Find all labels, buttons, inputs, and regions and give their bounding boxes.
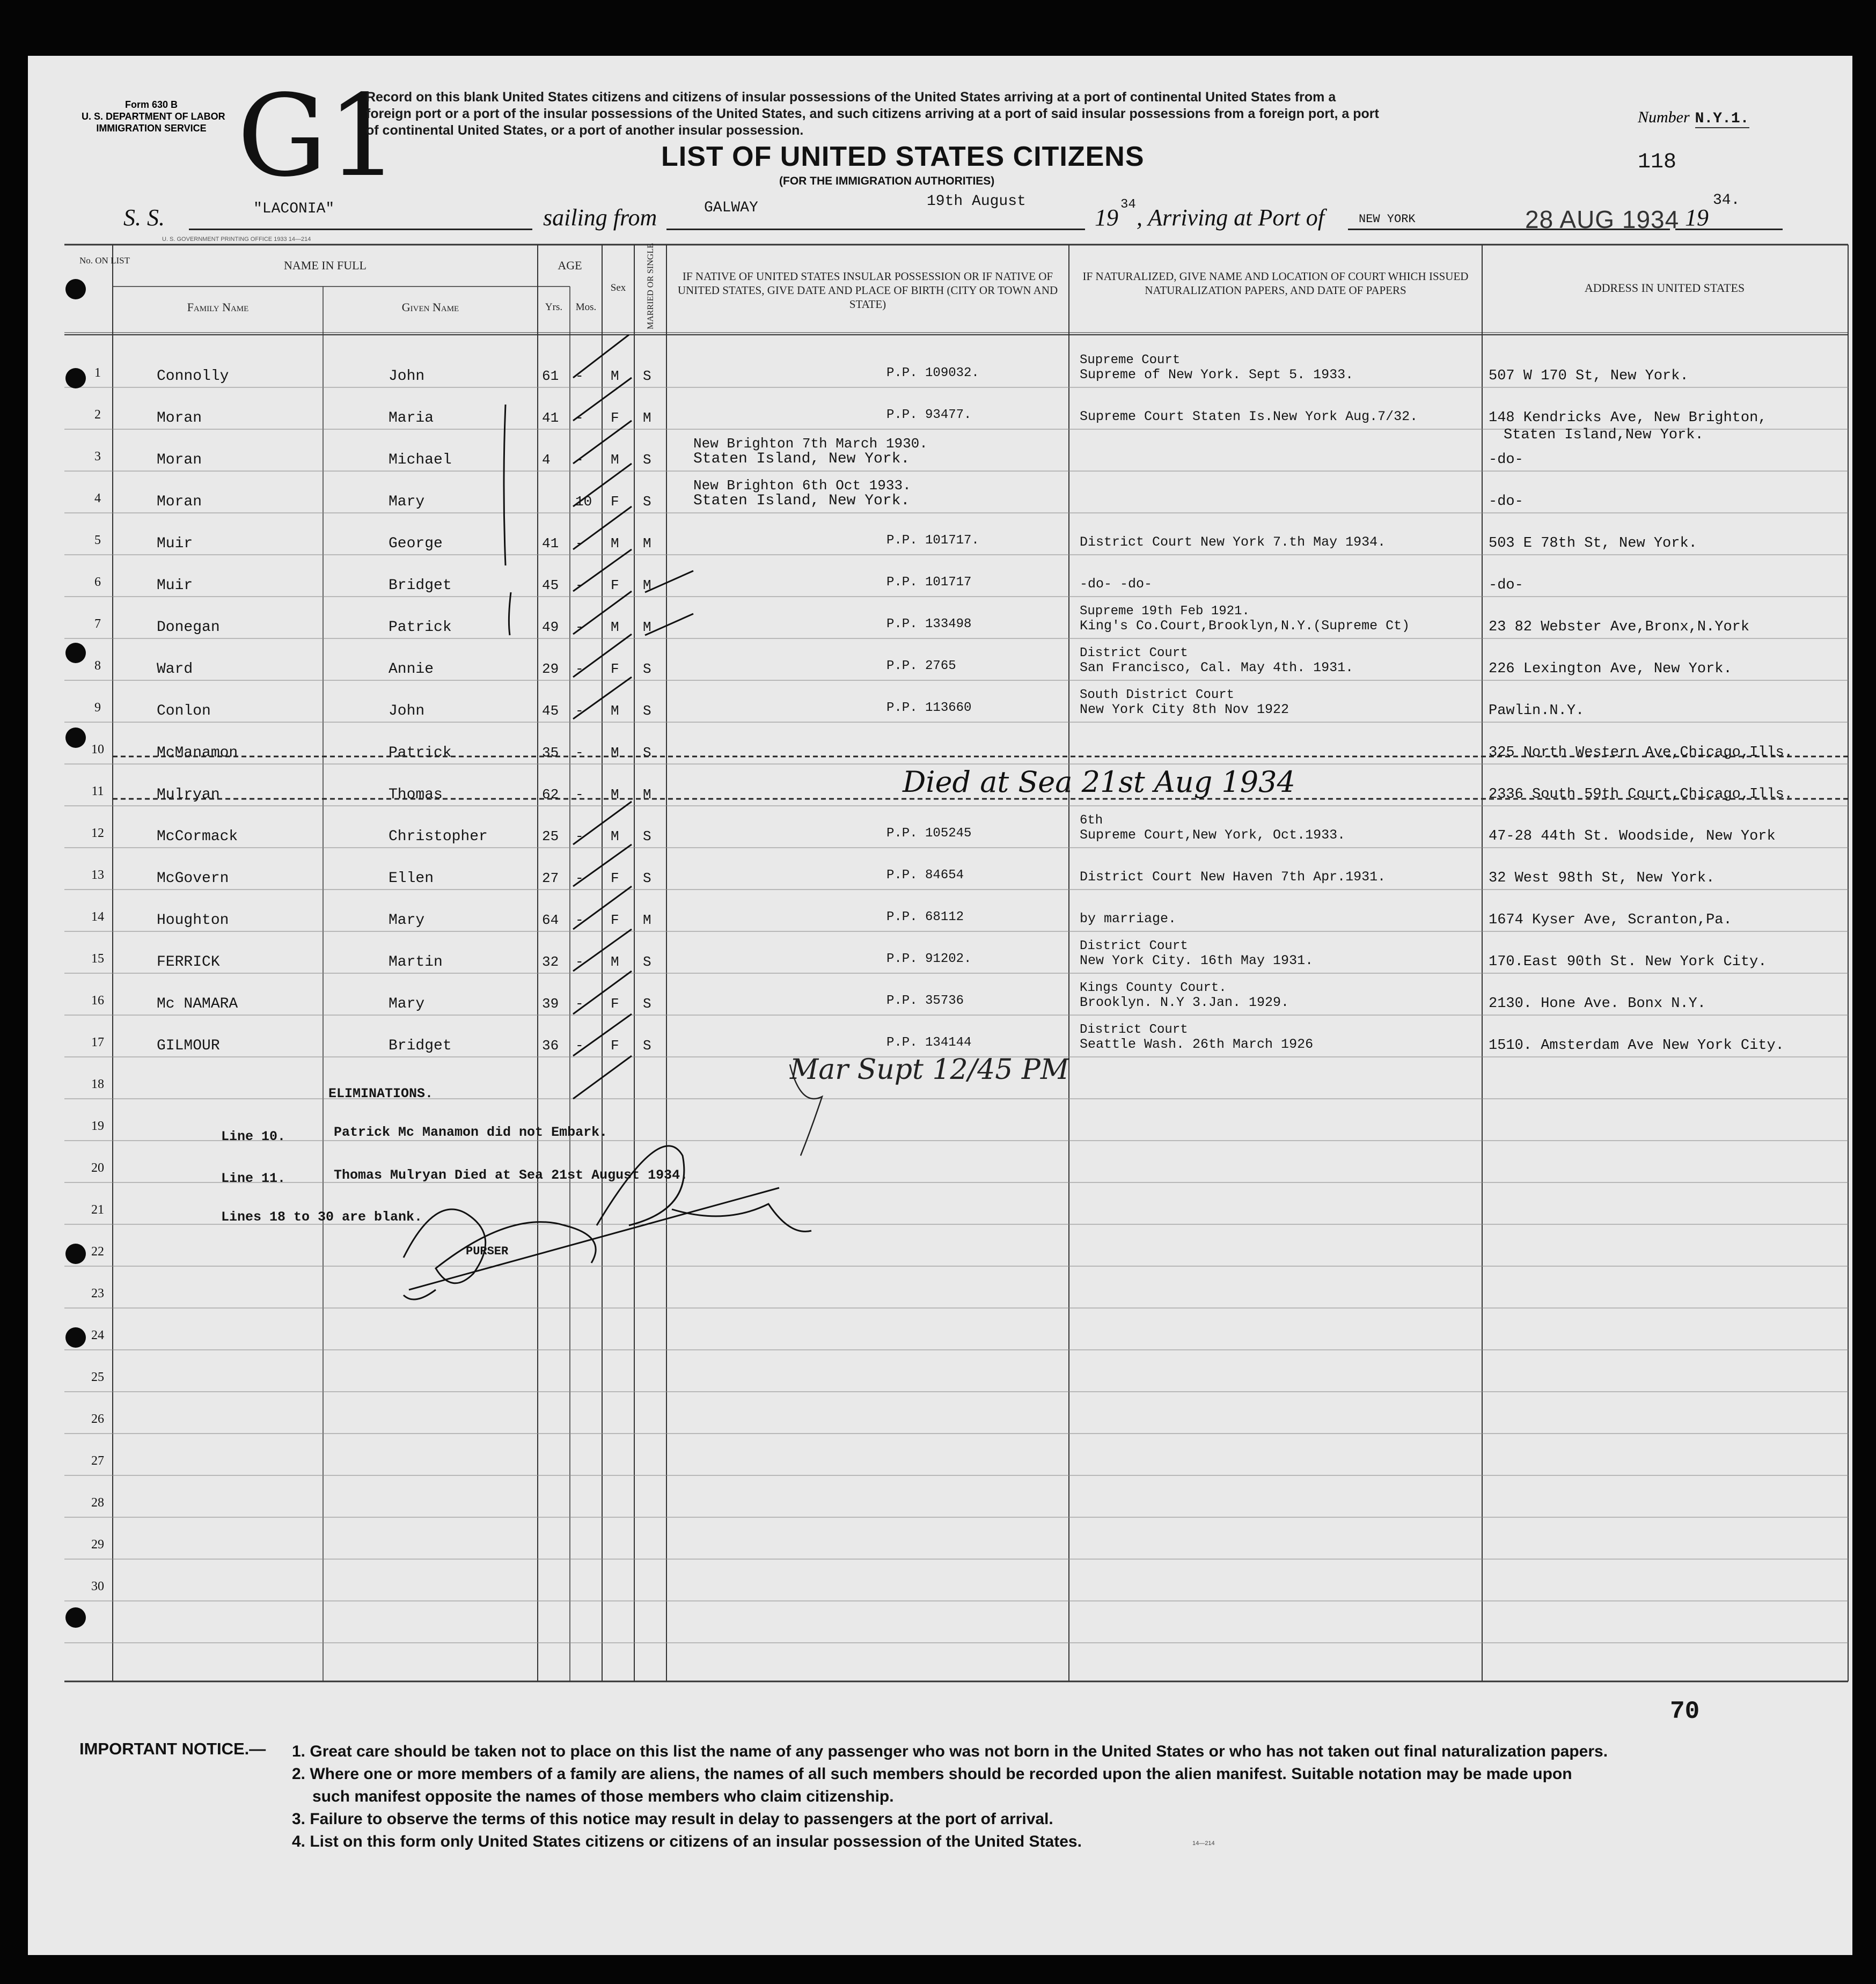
given-name-cell: Mary: [389, 996, 425, 1012]
birth-cell: P.P. 2765: [886, 659, 956, 673]
line-number: 4: [94, 491, 101, 505]
address-cell: 226 Lexington Ave, New York.: [1489, 661, 1732, 677]
sail-year: 34: [1120, 197, 1136, 212]
naturalization-court-cell: -do- -do-: [1080, 576, 1153, 592]
court-heading-cell: 6th: [1080, 813, 1103, 828]
line-number: 17: [91, 1035, 104, 1049]
punch-hole: [65, 1327, 86, 1348]
birth-cell: P.P. 93477.: [886, 408, 972, 422]
family-name-cell: McGovern: [157, 870, 229, 887]
line-number: 22: [91, 1245, 104, 1259]
line-number: 27: [91, 1454, 104, 1468]
address-cell: -do-: [1489, 494, 1523, 510]
died-at-sea-note: Died at Sea 21st Aug 1934: [903, 765, 1295, 799]
instruction-line: foreign port or a port of the insular possessions of the United States, and such citizens arriving at a port of said insular possessions from a foreign port, a port: [366, 106, 1379, 121]
age-years-cell: 4: [542, 452, 551, 468]
sex-cell: M: [611, 619, 619, 635]
family-name-cell: Donegan: [157, 619, 220, 636]
line-number: 26: [91, 1412, 104, 1426]
marital-status-cell: S: [643, 661, 651, 677]
naturalization-court-cell: Seattle Wash. 26th March 1926: [1080, 1037, 1314, 1052]
line-number: 19: [91, 1119, 104, 1133]
marital-status-cell: S: [643, 870, 651, 886]
arriving-label: , Arriving at Port of: [1137, 204, 1324, 231]
birth-cell: P.P. 133498: [886, 617, 972, 631]
age-months-cell: 10: [575, 494, 592, 510]
age-months-cell: -: [575, 410, 584, 426]
age-years-cell: 35: [542, 745, 559, 761]
sex-cell: M: [611, 954, 619, 970]
arrival-stamp: 28 AUG 1934: [1525, 205, 1680, 233]
birth-header: IF NATIVE OF UNITED STATES INSULAR POSSESSION OR IF NATIVE OF UNITED STATES, GIVE DATE AND PLACE OF BIRTH (CITY OR TOWN AND STATE): [677, 270, 1058, 311]
line-number: 10: [91, 743, 104, 756]
family-name-cell: Mulryan: [157, 787, 220, 803]
court-heading-cell: District Court: [1080, 1023, 1188, 1037]
page-number: 118: [1638, 150, 1677, 174]
elim-blank-lines: Lines 18 to 30 are blank.: [221, 1209, 423, 1225]
age-months-cell: -: [575, 703, 584, 719]
age-months-cell: -: [575, 535, 584, 552]
given-name-cell: Christopher: [389, 828, 488, 845]
family-name-cell: Muir: [157, 535, 193, 552]
line-number: 6: [94, 575, 101, 589]
line-number: 30: [91, 1579, 104, 1593]
marital-status-cell: S: [643, 954, 651, 970]
naturalization-court-cell: District Court New York 7.th May 1934.: [1080, 534, 1386, 550]
age-months-cell: -: [575, 745, 584, 761]
notice-heading: IMPORTANT NOTICE.—: [79, 1739, 266, 1758]
birth-cell: P.P. 105245: [886, 826, 972, 841]
age-years-cell: 49: [542, 619, 559, 635]
naturalization-court-cell: Brooklyn. N.Y 3.Jan. 1929.: [1080, 995, 1289, 1010]
given-name-cell: John: [389, 368, 425, 385]
birth-cell: P.P. 109032.: [886, 366, 979, 380]
naturalization-court-cell: San Francisco, Cal. May 4th. 1931.: [1080, 660, 1354, 675]
port-to: NEW YORK: [1359, 212, 1416, 226]
line-number: 15: [91, 952, 104, 966]
name-in-full-header: NAME IN FULL: [284, 259, 367, 272]
court-heading-cell: District Court: [1080, 939, 1188, 953]
line-number: 5: [94, 533, 101, 547]
punch-hole: [65, 1607, 86, 1628]
line-number: 1: [94, 366, 101, 380]
given-name-cell: Michael: [389, 452, 452, 468]
given-name-cell: Mary: [389, 494, 425, 510]
age-years-cell: 27: [542, 870, 559, 886]
punch-hole: [65, 1244, 86, 1264]
no-on-list-header: No. ON LIST: [79, 255, 130, 266]
age-months-cell: -: [575, 870, 584, 886]
yrs-header: Yrs.: [545, 302, 563, 313]
given-name-cell: Martin: [389, 954, 443, 971]
line-number: 14: [91, 910, 104, 924]
sex-cell: M: [611, 535, 619, 552]
family-name-cell: Moran: [157, 494, 202, 510]
elim-label-11: Line 11.: [221, 1171, 286, 1186]
age-months-cell: -: [575, 452, 584, 468]
age-years-cell: 41: [542, 535, 559, 552]
given-name-cell: Annie: [389, 661, 434, 678]
family-name-cell: Mc NAMARA: [157, 996, 238, 1012]
family-name-header: Family Name: [187, 300, 249, 314]
line-number: 28: [91, 1496, 104, 1510]
sex-cell: F: [611, 870, 619, 886]
sex-cell: M: [611, 828, 619, 844]
naturalization-court-cell: Supreme Court Staten Is.New York Aug.7/32.: [1080, 409, 1418, 424]
birth-cell: New Brighton 6th Oct 1933.: [693, 477, 911, 494]
given-name-cell: George: [389, 535, 443, 552]
bottom-number: 70: [1670, 1698, 1700, 1725]
age-years-cell: 45: [542, 703, 559, 719]
address-cell: 148 Kendricks Ave, New Brighton,: [1489, 410, 1767, 426]
married-single-header: MARRIED OR SINGLE: [646, 243, 655, 329]
sex-cell: M: [611, 745, 619, 761]
address-cell: 47-28 44th St. Woodside, New York: [1489, 828, 1776, 844]
age-months-cell: -: [575, 1038, 584, 1054]
given-name-cell: Bridget: [389, 1038, 452, 1054]
age-months-cell: -: [575, 787, 584, 803]
given-name-cell: Ellen: [389, 870, 434, 887]
naturalization-court-cell: King's Co.Court,Brooklyn,N.Y.(Supreme Ct): [1080, 618, 1410, 634]
naturalization-court-cell: Supreme Court,New York, Oct.1933.: [1080, 827, 1346, 843]
punch-hole: [65, 728, 86, 748]
given-name-cell: Bridget: [389, 577, 452, 594]
given-name-cell: Patrick: [389, 619, 452, 636]
line-number: 23: [91, 1287, 104, 1300]
line-number: 2: [94, 408, 101, 422]
line-number: 16: [91, 994, 104, 1008]
instruction-line: Record on this blank United States citizens and citizens of insular possessions of the United States arriving at a port of continental United States from a: [366, 90, 1336, 105]
instruction-line: of continental United States, or a port of another insular possession.: [366, 123, 804, 138]
naturalized-header: IF NATURALIZED, GIVE NAME AND LOCATION OF COURT WHICH ISSUED NATURALIZATION PAPERS, AND DATE OF PAPERS: [1082, 270, 1469, 297]
elim-label-10: Line 10.: [221, 1129, 286, 1144]
age-years-cell: 41: [542, 410, 559, 426]
marital-status-cell: S: [643, 828, 651, 844]
marital-status-cell: S: [643, 703, 651, 719]
court-heading-cell: District Court: [1080, 646, 1188, 660]
code-mark: G1: [237, 70, 399, 202]
birth-cell: P.P. 68112: [886, 910, 964, 924]
line-number: 3: [94, 450, 101, 464]
notice-item-3: 3. Failure to observe the terms of this notice may result in delay to passengers at the port of arrival.: [292, 1810, 1053, 1828]
family-name-cell: Moran: [157, 410, 202, 427]
age-years-cell: 25: [542, 828, 559, 844]
sex-cell: F: [611, 912, 619, 928]
address-cell: 2336 South 59th Court,Chicago,Ills.: [1489, 787, 1793, 803]
sex-cell: F: [611, 1038, 619, 1054]
punch-hole: [65, 368, 86, 388]
form-title: LIST OF UNITED STATES CITIZENS: [661, 141, 1145, 172]
sex-cell: M: [611, 452, 619, 468]
notice-item-4: 4. List on this form only United States citizens or citizens of an insular possession of the United States.: [292, 1833, 1082, 1850]
marital-status-cell: S: [643, 452, 651, 468]
address-cell: Pawlin.N.Y.: [1489, 703, 1585, 719]
family-name-cell: Moran: [157, 452, 202, 468]
address-cell: 1510. Amsterdam Ave New York City.: [1489, 1038, 1784, 1054]
marital-status-cell: M: [643, 787, 651, 803]
sex-cell: F: [611, 661, 619, 677]
elim-text-11: Thomas Mulryan Died at Sea 21st August 1934.: [334, 1167, 688, 1183]
age-years-cell: 62: [542, 787, 559, 803]
age-years-cell: 61: [542, 368, 559, 384]
family-name-cell: Conlon: [157, 703, 211, 719]
marital-status-cell: M: [643, 410, 651, 426]
ss-label: S. S.: [123, 204, 165, 231]
naturalization-court-cell: by marriage.: [1080, 911, 1177, 927]
age-months-cell: -: [575, 996, 584, 1012]
age-months-cell: -: [575, 954, 584, 970]
birth-cell: P.P. 113660: [886, 701, 972, 715]
notice-item-1: 1. Great care should be taken not to place on this list the name of any passenger who was not born in the United States or who has not taken out final naturalization papers.: [292, 1743, 1608, 1760]
address-cell: 1674 Kyser Ave, Scranton,Pa.: [1489, 912, 1732, 928]
number-value: N.Y.1.: [1695, 111, 1749, 127]
age-years-cell: 45: [542, 577, 559, 593]
marital-status-cell: M: [643, 535, 651, 552]
manifest-sheet: [28, 56, 1852, 1955]
marital-status-cell: S: [643, 996, 651, 1012]
address-cell: 23 82 Webster Ave,Bronx,N.York: [1489, 619, 1750, 635]
court-heading-cell: South District Court: [1080, 688, 1235, 702]
birth-cell: New Brighton 7th March 1930.: [693, 436, 928, 452]
line-number: 24: [91, 1328, 104, 1342]
year-prefix: 19: [1095, 204, 1118, 231]
age-months-cell: -: [575, 661, 584, 677]
given-name-cell: Patrick: [389, 745, 452, 761]
marital-status-cell: S: [643, 494, 651, 510]
line-number: 11: [91, 784, 104, 798]
birth-place-cell: Staten Island, New York.: [693, 451, 910, 467]
birth-cell: P.P. 35736: [886, 994, 964, 1008]
given-name-header: Given Name: [401, 300, 459, 314]
line-number: 9: [94, 701, 101, 715]
marital-status-cell: S: [643, 1038, 651, 1054]
line-number: 20: [91, 1161, 104, 1175]
sex-cell: M: [611, 368, 619, 384]
port-from: GALWAY: [704, 200, 758, 216]
family-name-cell: McCormack: [157, 828, 238, 845]
punch-hole: [65, 643, 86, 663]
address-cell: 170.East 90th St. New York City.: [1489, 954, 1767, 970]
birth-cell: P.P. 134144: [886, 1035, 972, 1050]
line-number: 12: [91, 826, 104, 840]
marital-status-cell: M: [643, 619, 651, 635]
form-subtitle: (FOR THE IMMIGRATION AUTHORITIES): [779, 175, 995, 187]
eliminations-title: ELIMINATIONS.: [328, 1086, 434, 1101]
sail-date: 19th August: [927, 193, 1026, 210]
court-heading-cell: Supreme 19th Feb 1921.: [1080, 604, 1250, 619]
naturalization-court-cell: New York City 8th Nov 1922: [1080, 702, 1289, 717]
age-years-cell: 64: [542, 912, 559, 928]
number-label: Number: [1638, 108, 1690, 126]
address-header: ADDRESS IN UNITED STATES: [1584, 281, 1745, 295]
address-cell: 507 W 170 St, New York.: [1489, 368, 1689, 384]
family-name-cell: GILMOUR: [157, 1038, 220, 1054]
marital-status-cell: M: [643, 577, 651, 593]
birth-cell: P.P. 91202.: [886, 952, 972, 966]
sailing-from-label: sailing from: [543, 204, 657, 231]
arrival-year: 34.: [1713, 192, 1740, 209]
line-number: 21: [91, 1203, 104, 1217]
line-number: 25: [91, 1370, 104, 1384]
notice-list: [292, 1740, 1608, 1853]
service: IMMIGRATION SERVICE: [96, 123, 207, 134]
purser-label: PURSER: [466, 1245, 509, 1258]
naturalization-court-cell: Supreme of New York. Sept 5. 1933.: [1080, 367, 1354, 383]
naturalization-court-cell: New York City. 16th May 1931.: [1080, 953, 1314, 968]
line-number: 7: [94, 617, 101, 631]
printer-line: U. S. GOVERNMENT PRINTING OFFICE 1933 14—214: [162, 236, 311, 243]
given-name-cell: John: [389, 703, 425, 719]
sex-cell: F: [611, 577, 619, 593]
age-header: AGE: [558, 259, 582, 272]
family-name-cell: FERRICK: [157, 954, 220, 971]
given-name-cell: Thomas: [389, 787, 443, 803]
punch-hole: [65, 279, 86, 299]
age-years-cell: 36: [542, 1038, 559, 1054]
birth-cell: P.P. 84654: [886, 868, 964, 883]
family-name-cell: Houghton: [157, 912, 229, 929]
age-months-cell: -: [575, 619, 584, 635]
naturalization-court-cell: District Court New Haven 7th Apr.1931.: [1080, 869, 1386, 885]
notice-item-2-cont: such manifest opposite the names of those members who claim citizenship.: [312, 1788, 894, 1805]
bottom-code: 14—214: [1192, 1840, 1215, 1847]
court-heading-cell: Supreme Court: [1080, 353, 1181, 368]
family-name-cell: McManamon: [157, 745, 238, 761]
line-number: 8: [94, 659, 101, 673]
birth-cell: P.P. 101717.: [886, 533, 979, 548]
notice-item-2: 2. Where one or more members of a family are aliens, the names of all such members should be recorded upon the alien manifest. Suitable notation may be made upon: [292, 1765, 1572, 1783]
age-years-cell: 39: [542, 996, 559, 1012]
marital-status-cell: S: [643, 368, 651, 384]
inspector-note: Mar Supt 12/45 PM: [790, 1054, 1069, 1086]
form-number: Form 630 B: [124, 99, 178, 110]
family-name-cell: Muir: [157, 577, 193, 594]
sex-header: Sex: [610, 282, 626, 293]
elim-text-10: Patrick Mc Manamon did not Embark.: [334, 1125, 608, 1140]
address-cell: 32 West 98th St, New York.: [1489, 870, 1715, 886]
ship-name: "LACONIA": [253, 201, 335, 217]
family-name-cell: Connolly: [157, 368, 229, 385]
department: U. S. DEPARTMENT OF LABOR: [82, 111, 225, 122]
age-years-cell: 29: [542, 661, 559, 677]
address-cell: -do-: [1489, 577, 1523, 593]
sex-cell: F: [611, 494, 619, 510]
sex-cell: M: [611, 787, 619, 803]
given-name-cell: Mary: [389, 912, 425, 929]
age-months-cell: -: [575, 368, 584, 384]
birth-place-cell: Staten Island, New York.: [693, 493, 910, 509]
address-cell: 2130. Hone Ave. Bonx N.Y.: [1489, 996, 1706, 1012]
address-line-2: Staten Island,New York.: [1504, 427, 1704, 443]
sex-cell: F: [611, 996, 619, 1012]
sex-cell: F: [611, 410, 619, 426]
address-cell: 503 E 78th St, New York.: [1489, 535, 1697, 552]
line-number: 18: [91, 1077, 104, 1091]
age-months-cell: -: [575, 912, 584, 928]
marital-status-cell: S: [643, 745, 651, 761]
given-name-cell: Maria: [389, 410, 434, 427]
age-months-cell: -: [575, 577, 584, 593]
marital-status-cell: M: [643, 912, 651, 928]
sex-cell: M: [611, 703, 619, 719]
address-cell: 325 North Western Ave,Chicago,Ills.: [1489, 745, 1793, 761]
age-years-cell: 32: [542, 954, 559, 970]
mos-header: Mos.: [575, 302, 597, 313]
family-name-cell: Ward: [157, 661, 193, 678]
line-number: 13: [91, 868, 104, 882]
birth-cell: P.P. 101717: [886, 575, 972, 590]
line-number: 29: [91, 1538, 104, 1552]
court-heading-cell: Kings County Court.: [1080, 981, 1227, 995]
year-prefix-2: 19: [1685, 204, 1709, 231]
address-cell: -do-: [1489, 452, 1523, 468]
age-months-cell: -: [575, 828, 584, 844]
